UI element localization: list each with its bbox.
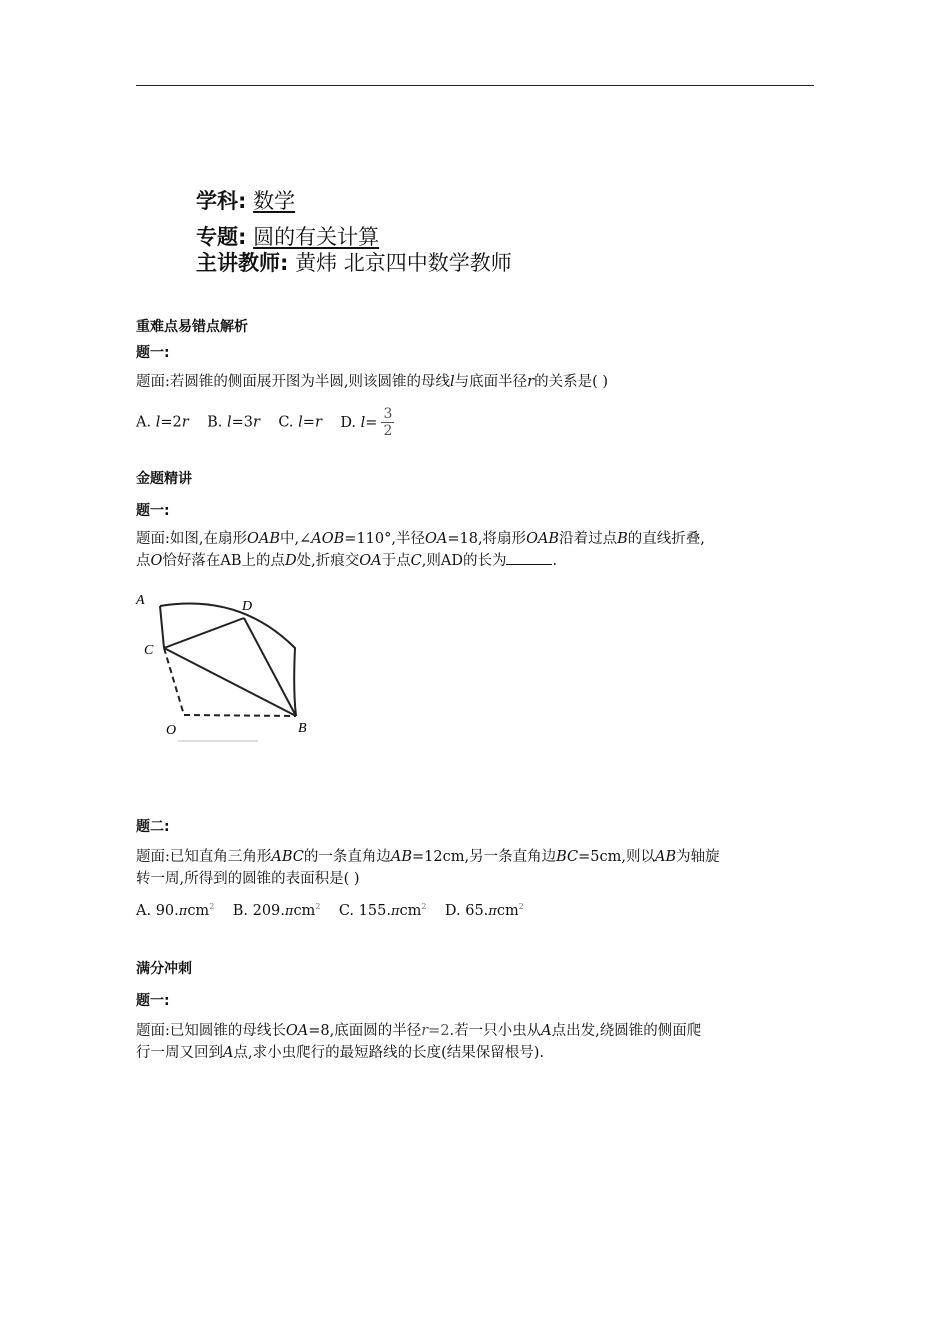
option-b: B. l=3r <box>207 414 260 431</box>
segment-cb <box>164 648 296 716</box>
segment-cd <box>164 618 244 648</box>
option-c: C. l=r <box>278 414 322 431</box>
section2-title: 金题精讲 <box>136 471 192 487</box>
subject-value: 数学 <box>253 189 296 213</box>
option-a: A. l=2r <box>136 414 189 431</box>
q2-option-c: C. 155.πcm$^2$ <box>338 902 427 919</box>
teacher-value: 黄炜 北京四中数学教师 <box>295 251 512 275</box>
section3-title: 满分冲刺 <box>136 961 192 977</box>
section1-q1-text: 题面:若圆锥的侧面展开图为半圆,则该圆锥的母线l与底面半径r的关系是( ) <box>136 374 609 390</box>
subject-line <box>196 186 295 216</box>
label-b: B <box>298 721 307 736</box>
section3-q1-text: 题面:已知圆锥的母线长OA=8,底面圆的半径r=2.若一只小虫从A点出发,绕圆锥的侧面爬 行一周又回到A点,求小虫爬行的最短路线的长度(结果保留根号). <box>136 1023 702 1061</box>
answer-blank <box>506 552 552 565</box>
sector-figure <box>130 588 330 752</box>
label-o: O <box>166 723 177 738</box>
section1-title: 重难点易错点解析 <box>136 319 248 335</box>
section2-q1-text: 题面:如图,在扇形OAB中,∠AOB=110°,半径OA=18,将扇形OAB沿着过点B的直线折叠, 点O恰好落在AB上的点D处,折痕交OA于点C,则AD的长为 . <box>136 531 705 569</box>
topic-value: 圆的有关计算 <box>253 225 380 249</box>
q2-option-d: D. 65.πcm$^2$ <box>444 902 524 919</box>
segment-co-dashed <box>164 648 184 715</box>
section2-q2-label: 题二: <box>136 819 170 835</box>
sector-arc <box>160 604 296 716</box>
q2-option-b: B. 209.πcm$^2$ <box>232 902 321 919</box>
teacher-line <box>196 248 512 278</box>
segment-ob-dashed <box>184 715 296 716</box>
label-d: D <box>242 599 253 614</box>
label-a: A <box>136 593 145 608</box>
topic-label: 专题: <box>196 225 247 249</box>
segment-db <box>244 618 296 716</box>
section1-q1-options <box>136 406 816 439</box>
section3-q1-label: 题一: <box>136 993 170 1009</box>
section2-q2-options <box>136 896 816 923</box>
teacher-label: 主讲教师: <box>196 251 289 275</box>
fraction-three-halves: $\frac{3}{2}$ <box>383 406 393 439</box>
q2-option-a: A. 90.πcm$^2$ <box>136 902 215 919</box>
section2-q2-text: 题面:已知直角三角形ABC的一条直角边AB=12cm,另一条直角边BC=5cm,则以AB为轴旋 转一周,所得到的圆锥的表面积是( ) <box>136 849 720 887</box>
segment-ca <box>160 606 164 648</box>
label-c: C <box>144 643 154 658</box>
section2-q1-label: 题一: <box>136 503 170 519</box>
option-d: D. l= $\frac{3}{2}$ <box>340 406 393 439</box>
header-rule <box>136 85 814 86</box>
subject-label: 学科: <box>196 189 247 213</box>
section1-q1-label: 题一: <box>136 345 170 361</box>
